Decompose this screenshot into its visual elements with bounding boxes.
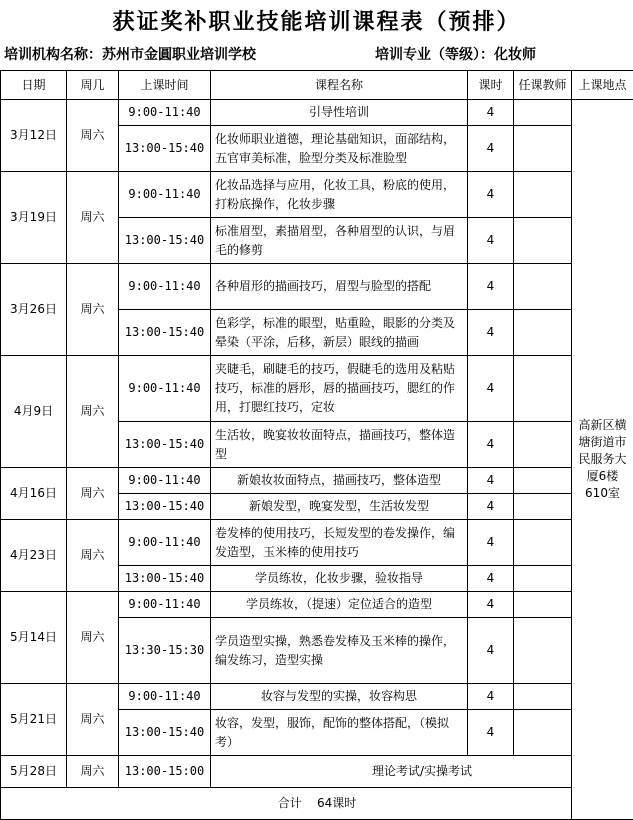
course-cell: 新娘发型，晚宴发型，生活妆发型	[211, 494, 468, 520]
header-teacher: 任课教师	[514, 71, 572, 100]
header-hours: 课时	[468, 71, 514, 100]
header-weekday: 周几	[67, 71, 119, 100]
course-cell: 化妆师职业道德，理论基础知识，面部结构，五官审美标准，脸型分类及标准脸型	[211, 126, 468, 172]
course-cell: 理论考试/实操考试	[211, 756, 633, 788]
teacher-cell	[514, 218, 572, 264]
hours-cell: 4	[468, 494, 514, 520]
teacher-cell	[514, 100, 572, 126]
schedule-table	[0, 70, 633, 820]
hours-cell: 4	[468, 264, 514, 310]
info-bar	[0, 40, 633, 66]
hours-cell: 4	[468, 422, 514, 468]
header-row	[1, 71, 633, 100]
time-cell: 9:00-11:40	[119, 520, 211, 566]
course-cell: 学员造型实操，熟悉卷发棒及玉米棒的操作，编发练习，造型实操	[211, 618, 468, 684]
hours-cell: 4	[468, 618, 514, 684]
teacher-cell	[514, 310, 572, 356]
date-cell: 5月28日	[1, 756, 67, 788]
time-cell: 13:00-15:40	[119, 218, 211, 264]
time-cell: 13:00-15:40	[119, 494, 211, 520]
header-location: 上课地点	[572, 71, 633, 100]
total-hours: 合计 64课时	[1, 788, 633, 820]
weekday-cell: 周六	[67, 172, 119, 264]
table-row	[1, 356, 633, 422]
header-course: 课程名称	[211, 71, 468, 100]
time-cell: 13:00-15:40	[119, 422, 211, 468]
time-cell: 9:00-11:40	[119, 468, 211, 494]
location-cell: 高新区横塘街道市民服务大厦6楼610室	[572, 100, 633, 820]
course-cell: 标准眉型，素描眉型，各种眉型的认识，与眉毛的修剪	[211, 218, 468, 264]
course-cell: 生活妆，晚宴妆妆面特点，描画技巧，整体造型	[211, 422, 468, 468]
teacher-cell	[514, 126, 572, 172]
header-date: 日期	[1, 71, 67, 100]
course-cell: 夹睫毛，刷睫毛的技巧，假睫毛的选用及粘贴技巧，标准的唇形，唇的描画技巧，腮红的作用，打腮红技巧，定妆	[211, 356, 468, 422]
teacher-cell	[514, 566, 572, 592]
date-cell: 3月12日	[1, 100, 67, 172]
date-cell: 5月14日	[1, 592, 67, 684]
table-row	[1, 520, 633, 566]
time-cell: 9:00-11:40	[119, 684, 211, 710]
hours-cell: 4	[468, 356, 514, 422]
teacher-cell	[514, 520, 572, 566]
date-cell: 5月21日	[1, 684, 67, 756]
course-cell: 卷发棒的使用技巧，长短发型的卷发操作，编发造型，玉米棒的使用技巧	[211, 520, 468, 566]
table-row	[1, 172, 633, 218]
weekday-cell: 周六	[67, 520, 119, 592]
table-row	[1, 756, 633, 788]
hours-cell: 4	[468, 566, 514, 592]
time-cell: 9:00-11:40	[119, 356, 211, 422]
hours-cell: 4	[468, 592, 514, 618]
time-cell: 9:00-11:40	[119, 172, 211, 218]
weekday-cell: 周六	[67, 468, 119, 520]
date-cell: 4月9日	[1, 356, 67, 468]
weekday-cell: 周六	[67, 356, 119, 468]
time-cell: 13:00-15:40	[119, 126, 211, 172]
teacher-cell	[514, 494, 572, 520]
table-row	[1, 468, 633, 494]
page-title: 获证奖补职业技能培训课程表（预排）	[0, 0, 633, 40]
date-cell: 3月26日	[1, 264, 67, 356]
time-cell: 9:00-11:40	[119, 264, 211, 310]
course-cell: 化妆品选择与应用，化妆工具，粉底的使用，打粉底操作，化妆步骤	[211, 172, 468, 218]
teacher-cell	[514, 468, 572, 494]
teacher-cell	[514, 618, 572, 684]
hours-cell: 4	[468, 100, 514, 126]
training-org: 培训机构名称：苏州市金圓职业培训学校	[4, 44, 256, 64]
teacher-cell	[514, 710, 572, 756]
hours-cell: 4	[468, 218, 514, 264]
hours-cell: 4	[468, 520, 514, 566]
time-cell: 13:30-15:30	[119, 618, 211, 684]
time-cell: 9:00-11:40	[119, 100, 211, 126]
course-cell: 色彩学，标准的眼型，贴重睑，眼影的分类及晕染（平涂，后移，新层）眼线的描画	[211, 310, 468, 356]
weekday-cell: 周六	[67, 756, 119, 788]
teacher-cell	[514, 684, 572, 710]
hours-cell: 4	[468, 126, 514, 172]
table-row	[1, 100, 633, 126]
weekday-cell: 周六	[67, 100, 119, 172]
time-cell: 9:00-11:40	[119, 592, 211, 618]
header-time: 上课时间	[119, 71, 211, 100]
teacher-cell	[514, 356, 572, 422]
course-cell: 学员练妆，化妆步骤，验妆指导	[211, 566, 468, 592]
time-cell: 13:00-15:00	[119, 756, 211, 788]
training-specialty: 培训专业（等级）：化妆师	[375, 44, 536, 64]
hours-cell: 4	[468, 684, 514, 710]
teacher-cell	[514, 422, 572, 468]
teacher-cell	[514, 264, 572, 310]
teacher-cell	[514, 592, 572, 618]
course-cell: 妆容，发型，服饰，配饰的整体搭配，（模拟考）	[211, 710, 468, 756]
course-cell: 各种眉形的描画技巧，眉型与脸型的搭配	[211, 264, 468, 310]
hours-cell: 4	[468, 468, 514, 494]
hours-cell: 4	[468, 172, 514, 218]
weekday-cell: 周六	[67, 684, 119, 756]
course-cell: 学员练妆，（提速）定位适合的造型	[211, 592, 468, 618]
table-row	[1, 684, 633, 710]
hours-cell: 4	[468, 710, 514, 756]
course-cell: 妆容与发型的实操，妆容构思	[211, 684, 468, 710]
time-cell: 13:00-15:40	[119, 310, 211, 356]
weekday-cell: 周六	[67, 264, 119, 356]
hours-cell: 4	[468, 310, 514, 356]
table-row	[1, 264, 633, 310]
date-cell: 3月19日	[1, 172, 67, 264]
time-cell: 13:00-15:40	[119, 566, 211, 592]
teacher-cell	[514, 172, 572, 218]
course-cell: 引导性培训	[211, 100, 468, 126]
table-row	[1, 592, 633, 618]
weekday-cell: 周六	[67, 592, 119, 684]
time-cell: 13:00-15:40	[119, 710, 211, 756]
total-row	[1, 788, 633, 820]
date-cell: 4月16日	[1, 468, 67, 520]
date-cell: 4月23日	[1, 520, 67, 592]
course-cell: 新娘妆妆面特点，描画技巧，整体造型	[211, 468, 468, 494]
